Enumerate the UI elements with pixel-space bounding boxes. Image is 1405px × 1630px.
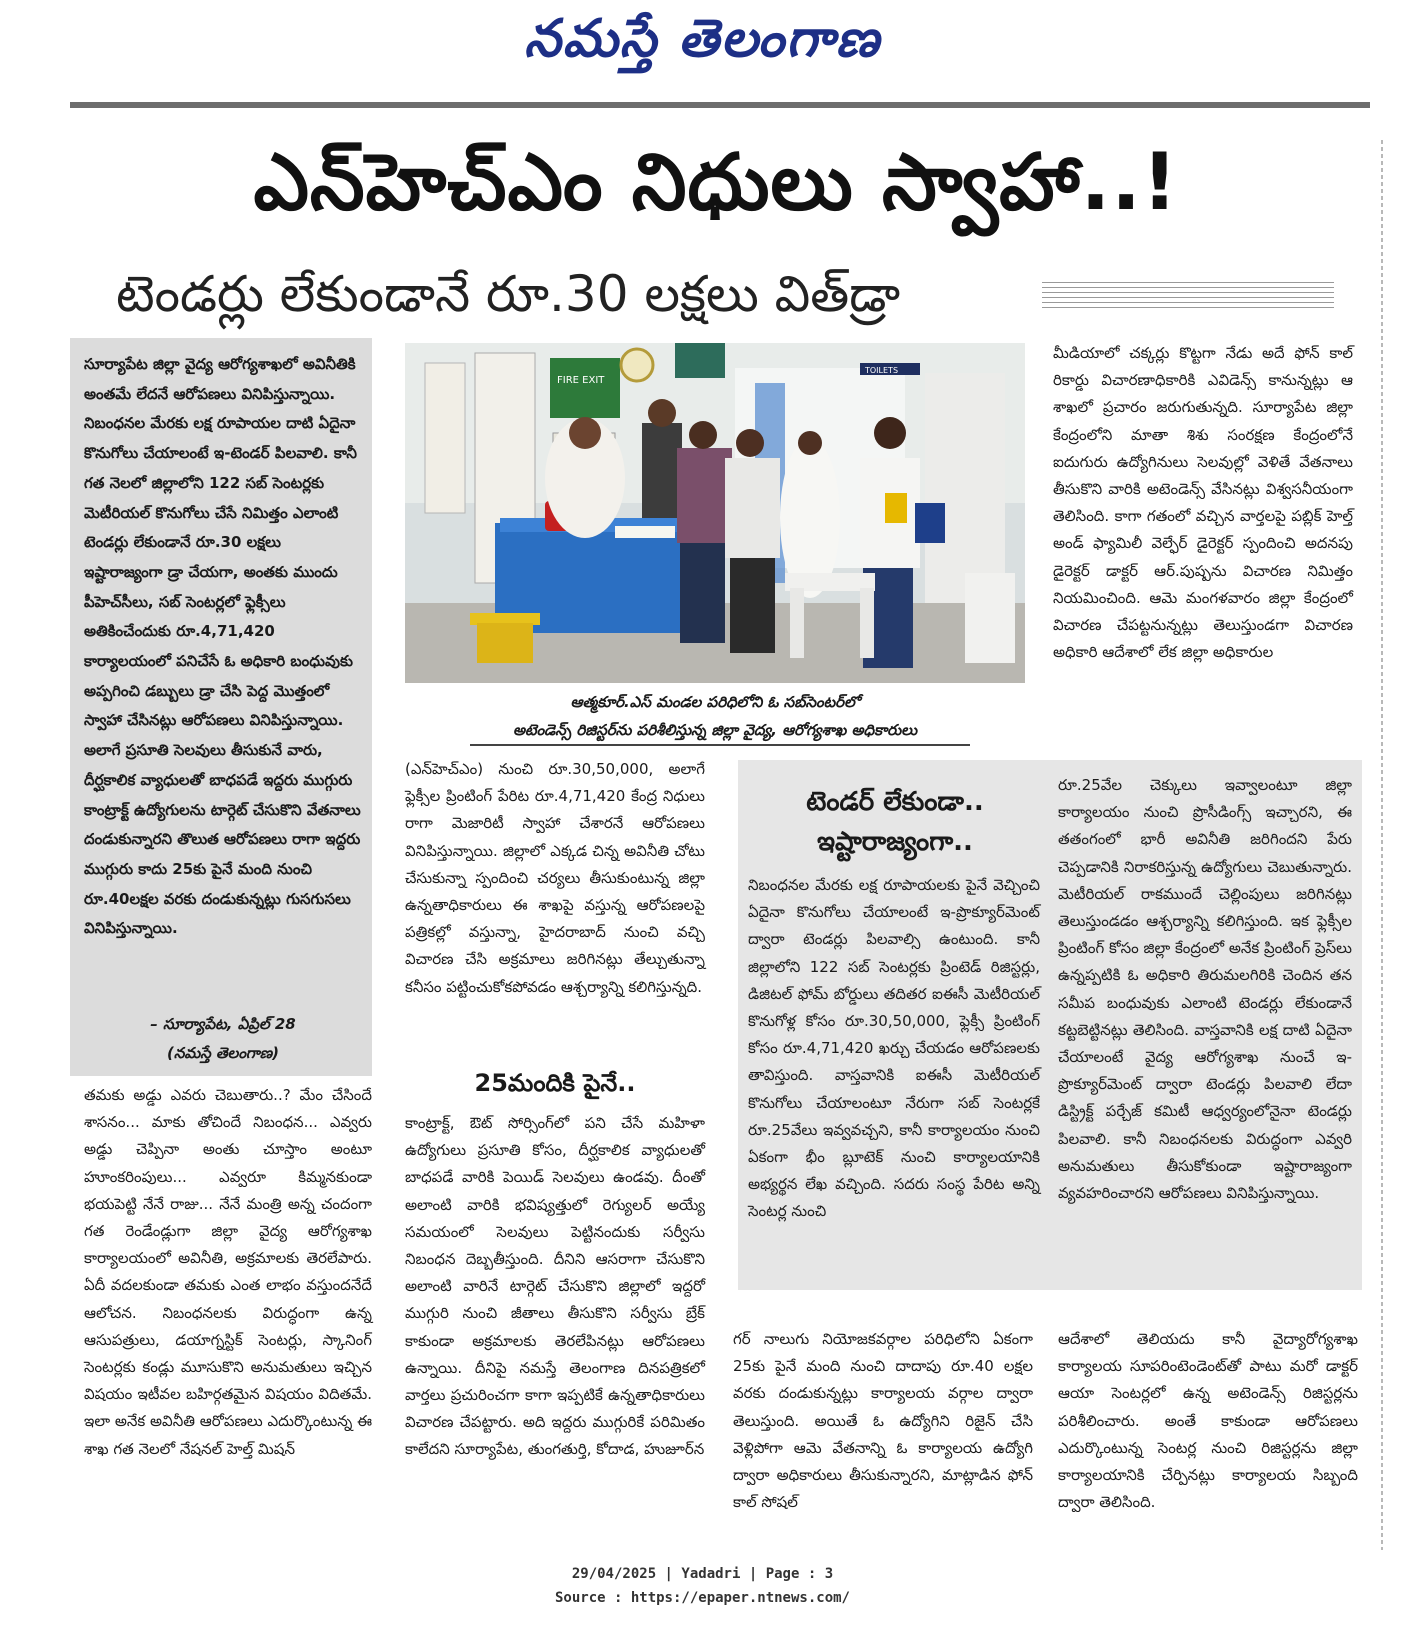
article-photo	[405, 343, 1025, 683]
article-column-2-bottom	[405, 1110, 705, 1464]
sidebar-heading-line2: ఇష్టారాజ్యంగా..	[817, 827, 973, 857]
fire-exit-sign: FIRE EXIT	[557, 375, 605, 386]
paragraph: తమకు అడ్డు ఎవరు చెబుతారు..? మేం చేసిందే శాసనం... మాకు తోచిందే నిబంధన... ఎవ్వరు అడ్డు చెప్పినా అంతు చూస్తాం అంటూ హూంకరింపులు... ఎవ్వరూ కిమ్మనకుండా భయపెట్టి నేనే రాజు... నేనే మంత్రి అన్న చందంగా గత రెండేండ్లుగా జిల్లా వైద్య ఆరోగ్యశాఖ కార్యాలయంలో అవినీతి, అక్రమాలకు తెరలేపారు. ఏదీ వదలకుండా తమకు ఎంత లాభం వస్తుందనేదే ఆలోచన. నిబంధనలకు విరుద్ధంగా ఉన్న ఆసుపత్రులు, డయాగ్నస్టిక్ సెంటర్లు, స్కానింగ్ సెంటర్లకు కండ్లు మూసుకొని అనుమతులు ఇచ్చిన విషయం ఇటీవల బహిర్గతమైన విషయం విదితమే. ఇలా అనేక అవినీతి ఆరోపణలు ఎదుర్కొంటున్న ఈ శాఖ గత నెలలో నేషనల్ హెల్త్ మిషన్	[84, 1086, 372, 1458]
paragraph: నిబంధనల మేరకు లక్ష రూపాయలకు పైనే వెచ్చించి ఏదైనా కొనుగోలు చేయాలంటే ఇ-ప్రొక్యూర్‌మెంట్ ద్వారా టెండర్లు పిలవాల్సి ఉంటుంది. కానీ జిల్లాలోని 122 సబ్ సెంటర్లకు ప్రింటెడ్ రిజిస్టర్లు, డిజిటల్ ఫోమ్ బోర్డులు తదితర ఐఈసీ మెటీరియల్ కొనుగోళ్ల కోసం రూ.30,50,000, ఫ్లెక్సీ ప్రింటింగ్ కోసం రూ.4,71,420 ఖర్చు చేయడం ఆరోపణలకు తావిస్తుంది. వాస్తవానికి ఐఈసీ మెటీరియల్ కొనుగోలు చేయాలంటూ నేరుగా సబ్ సెంటర్లకే రూ.25వేలు ఇవ్వవచ్చని, కానీ కార్యాలయం నుంచి ఏకంగా భీం బ్లూటెక్ నుంచి కార్యాలయానికి అభ్యర్థన లేఖ వచ్చింది. సదరు సంస్థ పేరిట అన్ని సెంటర్ల నుంచి	[748, 876, 1040, 1221]
article-column-1	[84, 1082, 372, 1463]
photo-caption-line2: అటెండెన్స్ రిజిస్టర్‌ను పరిశీలిస్తున్న జిల్లా వైద్య, ఆరోగ్యశాఖ అధికారులు	[512, 721, 918, 739]
subheadline: టెండర్లు లేకుండానే రూ.30 లక్షలు విత్‌డ్రా	[116, 265, 901, 323]
subheadline-ornament	[1042, 282, 1334, 308]
article-column-4-top	[1053, 340, 1353, 666]
sidebar-column-a	[748, 872, 1040, 1226]
article-column-4-bottom	[1058, 1326, 1358, 1516]
sidebar-story-heading	[750, 782, 1040, 862]
paragraph: కాంట్రాక్ట్, ఔట్ సోర్సింగ్‌లో పని చేసే మహిళా ఉద్యోగులు ప్రసూతి కోసం, దీర్ఘకాలిక వ్యాధులతో బాధపడే వారికి పెయిడ్ సెలవులు ఉండవు. దీంతో అలాంటి వారికి భవిష్యత్తులో రెగ్యులర్ అయ్యే సమయంలో సెలవులు పెట్టినందుకు సర్వీసు నిబంధన దెబ్బతీస్తుంది. దీనిని ఆసరాగా చేసుకొని అలాంటి వారినే టార్గెట్ చేసుకొని జిల్లాలో ఇద్దరో ముగ్గురి నుంచి జీతాలు తీసుకొని సర్వీసు బ్రేక్ కాకుండా అక్రమాలకు తెరలేపినట్లు ఆరోపణలు ఉన్నాయి. దీనిపై నమస్తే తెలంగాణ దినపత్రికలో వార్తలు ప్రచురించగా కాగా ఇప్పటికే ఉన్నతాధికారులు విచారణ చేపట్టారు. అది ఇద్దరు ముగ్గురికే పరిమితం కాలేదని సూర్యాపేట, తుంగతుర్తి, కోదాడ, హుజూర్‌న	[405, 1114, 705, 1459]
caption-rule	[470, 744, 970, 746]
summary-text: సూర్యాపేట జిల్లా వైద్య ఆరోగ్యశాఖలో అవినీతికి అంతమే లేదనే ఆరోపణలు వినిపిస్తున్నాయి. నిబంధనల మేరకు లక్ష రూపాయల దాటి ఏదైనా కొనుగోలు చేయాలంటే ఇ-టెండర్ పిలవాలి. కానీ గత నెలలో జిల్లాలోని 122 సబ్ సెంటర్లకు మెటీరియల్ కొనుగోలు చేసే నిమిత్తం ఎలాంటి టెండర్లు లేకుండానే రూ.30 లక్షలు ఇష్టారాజ్యంగా డ్రా చేయగా, అంతకు ముందు పీహెచ్‌సీలు, సబ్ సెంటర్లలో ఫ్లెక్సీలు అతికించేందుకు రూ.4,71,420 కార్యాలయంలో పనిచేసే ఓ అధికారి బంధువుకు అప్పగించి డబ్బులు డ్రా చేసి పెద్ద మొత్తంలో స్వాహా చేసినట్లు ఆరోపణలు వినిపిస్తున్నాయి. అలాగే ప్రసూతి సెలవులు తీసుకునే వారు, దీర్ఘకాలిక వ్యాధులతో బాధపడే ఇద్దరు ముగ్గురు కాంట్రాక్ట్ ఉద్యోగులను టార్గెట్ చేసుకొని వేతనాలు దండుకున్నారని తొలుత ఆరోపణలు రాగా ఇద్దరు ముగ్గురు కాదు 25కు పైనే మంది నుంచి రూ.40లక్షల వరకు దండుకున్నట్లు గుసగుసలు వినిపిస్తున్నాయి.	[84, 355, 361, 938]
section-heading: 25మందికి పైనే..	[474, 1069, 636, 1097]
footer-source-link[interactable]: Source : https://epaper.ntnews.com/	[554, 1590, 850, 1606]
sidebar-heading-line1: టెండర్ లేకుండా..	[806, 787, 984, 817]
paragraph: రూ.25వేల చెక్కులు ఇవ్వాలంటూ జిల్లా కార్యాలయం నుంచి ప్రొసీడింగ్స్ ఇచ్చారని, ఈ తతంగంలో భారీ అవినీతి జరిగిందని పేరు చెప్పడానికి నిరాకరిస్తున్న ఉద్యోగులు చెబుతున్నారు. మెటీరియల్ రాకముందే చెల్లింపులు జరిగినట్లు తెలుస్తుండడం ఆశ్చర్యాన్ని కలిగిస్తుంది. ఇక ఫ్లెక్సీల ప్రింటింగ్ కోసం జిల్లా కేంద్రంలో అనేక ప్రింటింగ్ ప్రెస్‌లు ఉన్నప్పటికి ఓ అధికారి తిరుమలగిరికి చెందిన తన సమీప బంధువుకు ఎలాంటి టెండర్లు లేకుండానే కట్టబెట్టినట్లు తెలిసింది. వాస్తవానికి లక్ష దాటి ఏదైనా చేయాలంటే వైద్య ఆరోగ్యశాఖ నుంచే ఇ-ప్రొక్యూర్‌మెంట్ ద్వారా టెండర్లు పిలవాలి లేదా డిస్ట్రిక్ట్ పర్చేజ్ కమిటీ ఆధ్వర్యంలోనైనా టెండర్లు పిలవాలి. కానీ నిబంధనలకు విరుద్ధంగా ఎవ్వరి అనుమతులు తీసుకోకుండా ఇష్టారాజ్యంగా వ్యవహరించారని ఆరోపణలు వినిపిస్తున్నాయి.	[1058, 776, 1352, 1203]
paragraph: (ఎన్‌హెచ్‌ఎం) నుంచి రూ.30,50,000, అలాగే ఫ్లెక్సీల ప్రింటింగ్ పేరిట రూ.4,71,420 కేంద్ర నిధులు రాగా మెజారిటీ స్వాహా చేశారనే ఆరోపణలు వినిపిస్తున్నాయి. జిల్లాలో ఎక్కడ చిన్న అవినీతి చోటు చేసుకున్నా స్పందించి చర్యలు తీసుకుంటున్న జిల్లా ఉన్నతాధికారులు ఈ శాఖపై వస్తున్న ఆరోపణలపై పత్రికల్లో వస్తున్నా, హైదరాబాద్ నుంచి వచ్చి విచారణ చేసి అక్రమాలు జరిగినట్లు తేల్చుతున్నా కనీసం పట్టించుకోకపోవడం ఆశ్చర్యాన్ని కలిగిస్తున్నది.	[405, 760, 705, 996]
article-column-2-top	[405, 756, 705, 1001]
article-column-3-bottom	[733, 1326, 1033, 1516]
photo-caption-line1: ఆత్మకూర్.ఎస్ మండల పరిధిలోని ఓ సబ్‌సెంటర్‌లో	[570, 693, 860, 711]
headline: ఎన్‌హెచ్‌ఎం నిధులు స్వాహా..!	[253, 138, 1179, 228]
footer-edition: 29/04/2025 | Yadadri | Page : 3	[571, 1566, 834, 1582]
toilets-sign: TOILETS	[865, 366, 899, 375]
paragraph: ఆదేశాలో తెలియదు కానీ వైద్యారోగ్యశాఖ కార్యాలయ సూపరింటెండెంట్‌తో పాటు మరో డాక్టర్ ఆయా సెంటర్లలో ఉన్న అటెండెన్స్ రిజిస్టర్లను పరిశీలించారు. అంతే కాకుండా ఆరోపణలు ఎదుర్కొంటున్న సెంటర్ల నుంచి రిజిస్టర్లను జిల్లా కార్యాలయానికి చేర్పినట్లు కార్యాలయ సిబ్బంది ద్వారా తెలిసింది.	[1058, 1330, 1358, 1512]
paragraph: గర్ నాలుగు నియోజకవర్గాల పరిధిలోని ఏకంగా 25కు పైనే మంది నుంచి దాదాపు రూ.40 లక్షల వరకు దండుకున్నట్లు కార్యాలయ వర్గాల ద్వారా తెలుస్తుంది. అయితే ఓ ఉద్యోగిని రిజైన్ చేసి వెళ్లిపోగా ఆమె వేతనాన్ని ఓ కార్యాలయ ఉద్యోగి ద్వారా అధికారులు తీసుకున్నారని, మాట్లాడిన ఫోన్ కాల్ సోషల్	[733, 1330, 1033, 1512]
dateline	[84, 1010, 362, 1068]
dateline-paper: (నమస్తే తెలంగాణ)	[167, 1044, 279, 1062]
photo-caption	[405, 688, 1025, 744]
paragraph: మీడియాలో చక్కర్లు కొట్టగా నేడు అదే ఫోన్ కాల్ రికార్డు విచారణాధికారికి ఎవిడెన్స్ కానున్నట్లు ఆ శాఖలో ప్రచారం జరుగుతున్నది. సూర్యాపేట జిల్లా కేంద్రంలోని మాతా శిశు సంరక్షణ కేంద్రంలోనే ఐదుగురు ఉద్యోగినులు సెలవుల్లో వెళితే వేతనాలు తీసుకొని వారికి అటెండెన్స్ వేసినట్లు విశ్వసనీయంగా తెలిసింది. కాగా గతంలో వచ్చిన వార్తలపై పబ్లిక్ హెల్త్ అండ్ ఫ్యామిలీ వెల్ఫేర్ డైరెక్టర్ స్పందించి అదనపు డైరెక్టర్ డాక్టర్ ఆర్.పుష్పను విచారణ నిమిత్తం నియమించింది. ఆమె మంగళవారం జిల్లా కేంద్రంలో విచారణ చేపట్టనున్నట్లు తెలుస్తుండగా విచారణ అధికారి ఆదేశాలో లేక జిల్లా అధికారుల	[1053, 344, 1353, 662]
column-divider	[1381, 140, 1383, 1550]
masthead-logo: నమస్తే తెలంగాణ	[524, 8, 881, 69]
sidebar-column-b	[1058, 772, 1352, 1207]
masthead-rule	[70, 102, 1370, 108]
dateline-place: – సూర్యాపేట, ఏప్రిల్ 28	[150, 1015, 296, 1033]
